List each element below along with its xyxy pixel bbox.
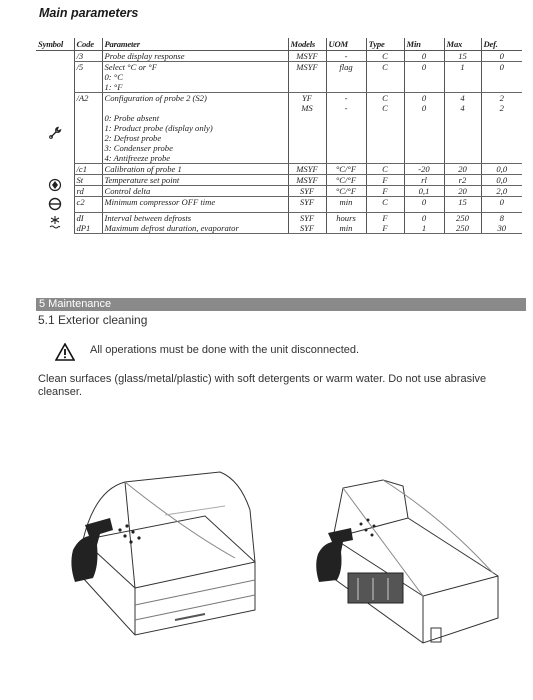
max-cell: 4 4	[444, 93, 481, 164]
symbol-cell	[36, 213, 74, 234]
uom-cell: - -	[326, 93, 366, 164]
type-cell: F F	[366, 213, 404, 234]
code-cell: St	[74, 175, 102, 186]
parameter-cell	[102, 197, 288, 213]
def-cell: 0,0	[481, 175, 522, 186]
uom-cell: °C/°F	[326, 186, 366, 197]
header-models: Models	[288, 38, 326, 51]
max-cell: r2	[444, 175, 481, 186]
warning-text: All operations must be done with the unit disconnected.	[90, 344, 360, 356]
parameter-line: Minimum compressor OFF time	[104, 197, 216, 207]
parameters-table	[36, 38, 522, 234]
parameter-cell	[102, 62, 288, 93]
defrost-icon	[48, 215, 62, 229]
table-header-row	[36, 38, 522, 51]
parameter-cell	[102, 186, 288, 197]
uom-cell: °C/°F	[326, 164, 366, 175]
table-row	[36, 186, 522, 197]
parameter-cell	[102, 164, 288, 175]
thermostat-icon	[48, 178, 62, 192]
uom-cell: hours min	[326, 213, 366, 234]
models-cell: MSYF	[288, 164, 326, 175]
models-cell: YF MS	[288, 93, 326, 164]
header-def: Def.	[481, 38, 522, 51]
parameter-line: Control delta	[104, 186, 151, 196]
parameter-line: Configuration of probe 2 (S2)	[104, 93, 207, 103]
code-cell: /c1	[74, 164, 102, 175]
models-cell: SYF SYF	[288, 213, 326, 234]
parameter-line: Maximum defrost duration, evaporator	[104, 223, 239, 233]
table-row	[36, 175, 522, 186]
parameter-line: 0: Probe absent	[104, 113, 160, 123]
code-cell: /3	[74, 51, 102, 62]
min-cell: 0,1	[404, 186, 444, 197]
parameter-line: 0: °C	[104, 72, 123, 82]
symbol-cell	[36, 51, 74, 93]
header-max: Max	[444, 38, 481, 51]
uom-cell: °C/°F	[326, 175, 366, 186]
parameter-cell	[102, 175, 288, 186]
def-cell: 2,0	[481, 186, 522, 197]
wrench-icon	[48, 126, 62, 140]
models-cell: SYF	[288, 186, 326, 197]
def-cell: 0	[481, 62, 522, 93]
parameter-cell	[102, 93, 288, 164]
symbol-cell	[36, 197, 74, 213]
table-row	[36, 164, 522, 175]
type-cell: C C	[366, 93, 404, 164]
compressor-icon	[48, 197, 62, 211]
models-cell: MSYF	[288, 62, 326, 93]
max-cell: 20	[444, 186, 481, 197]
code-cell: /5	[74, 62, 102, 93]
table-row	[36, 213, 522, 234]
type-cell: C	[366, 51, 404, 62]
header-min: Min	[404, 38, 444, 51]
uom-cell: -	[326, 51, 366, 62]
type-cell: F	[366, 186, 404, 197]
display-cabinet-cleaning-illustration-left	[65, 470, 265, 650]
code-cell: dI dP1	[74, 213, 102, 234]
def-cell: 2 2	[481, 93, 522, 164]
parameter-line: Interval between defrosts	[104, 213, 192, 223]
section-header-maintenance: 5 Maintenance	[36, 298, 526, 311]
max-cell: 20	[444, 164, 481, 175]
min-cell: 0	[404, 51, 444, 62]
parameter-line: Probe display response	[104, 51, 185, 61]
min-cell: 0	[404, 197, 444, 213]
header-parameter: Parameter	[102, 38, 288, 51]
symbol-cell	[36, 93, 74, 175]
type-cell: C	[366, 62, 404, 93]
header-code: Code	[74, 38, 102, 51]
models-cell: SYF	[288, 197, 326, 213]
parameter-line: 3: Condenser probe	[104, 143, 173, 153]
parameter-line: 4: Antifreeze probe	[104, 153, 171, 163]
parameter-line: Temperature set point	[104, 175, 180, 185]
parameter-line: 2: Defrost probe	[104, 133, 162, 143]
parameter-line: Select °C or °F	[104, 62, 157, 72]
parameter-line: 1: °F	[104, 82, 123, 92]
cleaning-instructions: Clean surfaces (glass/metal/plastic) with soft detergents or warm water. Do not use abrasive cleanser.	[38, 373, 487, 398]
code-cell: c2	[74, 197, 102, 213]
display-cabinet-cleaning-illustration-right	[313, 478, 513, 658]
header-symbol: Symbol	[36, 38, 74, 51]
models-cell: MSYF	[288, 175, 326, 186]
max-cell: 250 250	[444, 213, 481, 234]
parameter-line: Calibration of probe 1	[104, 164, 182, 174]
header-type: Type	[366, 38, 404, 51]
uom-cell: flag	[326, 62, 366, 93]
header-uom: UOM	[326, 38, 366, 51]
type-cell: C	[366, 164, 404, 175]
page-title: Main parameters	[39, 6, 139, 20]
max-cell: 15	[444, 51, 481, 62]
min-cell: rl	[404, 175, 444, 186]
min-cell: 0 0	[404, 93, 444, 164]
table-row	[36, 51, 522, 62]
min-cell: -20	[404, 164, 444, 175]
symbol-cell	[36, 175, 74, 197]
warning-icon	[55, 343, 75, 361]
parameter-cell	[102, 51, 288, 62]
code-cell: rd	[74, 186, 102, 197]
max-cell: 1	[444, 62, 481, 93]
parameter-line: 1: Product probe (display only)	[104, 123, 213, 133]
parameter-cell	[102, 213, 288, 234]
max-cell: 15	[444, 197, 481, 213]
subsection-title: 5.1 Exterior cleaning	[38, 313, 148, 327]
table-row	[36, 93, 522, 164]
parameter-line	[105, 103, 286, 113]
min-cell: 0 1	[404, 213, 444, 234]
type-cell: F	[366, 175, 404, 186]
models-cell: MSYF	[288, 51, 326, 62]
def-cell: 0	[481, 197, 522, 213]
code-cell: /A2	[74, 93, 102, 164]
def-cell: 0	[481, 51, 522, 62]
uom-cell: min	[326, 197, 366, 213]
def-cell: 0,0	[481, 164, 522, 175]
table-row	[36, 62, 522, 93]
def-cell: 8 30	[481, 213, 522, 234]
type-cell: C	[366, 197, 404, 213]
table-row	[36, 197, 522, 213]
min-cell: 0	[404, 62, 444, 93]
